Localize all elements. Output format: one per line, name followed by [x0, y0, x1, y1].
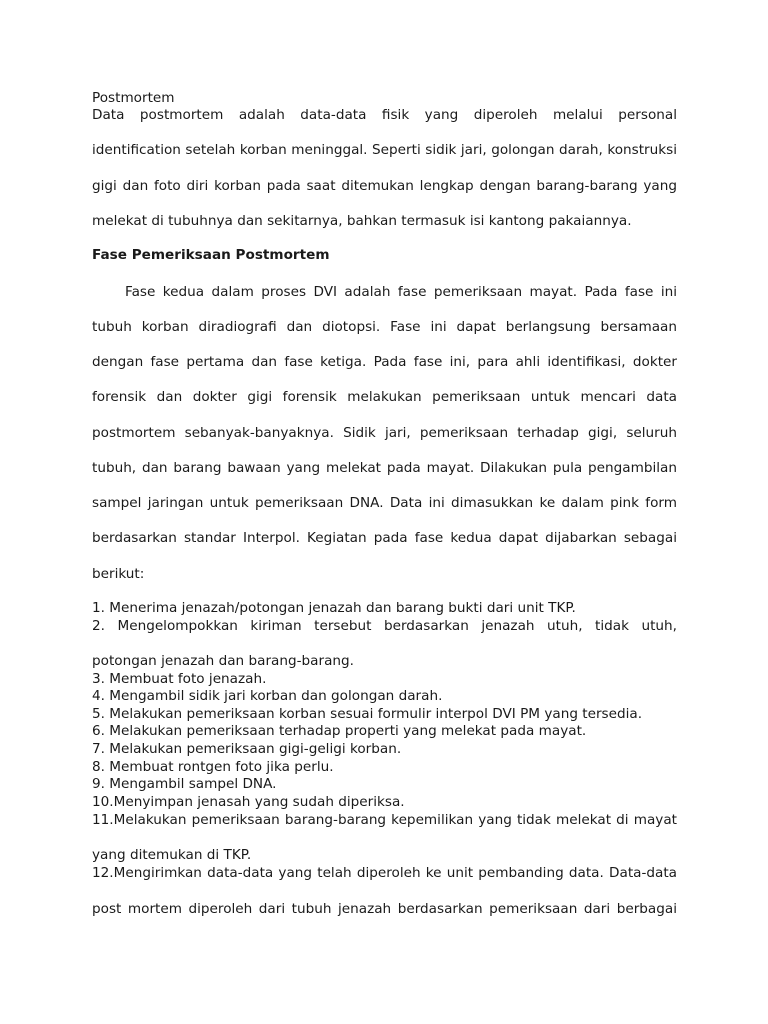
- paragraph-line: Fase kedua dalam proses DVI adalah fase pemeriksaan mayat. Pada fase ini: [125, 284, 677, 300]
- list-item: 6. Melakukan pemeriksaan terhadap properti yang melekat pada mayat.: [92, 723, 587, 739]
- list-item: 1. Menerima jenazah/potongan jenazah dan barang bukti dari unit TKP.: [92, 600, 576, 616]
- list-item: 11.Melakukan pemeriksaan barang-barang kepemilikan yang tidak melekat di mayat: [92, 812, 677, 828]
- intro-line: melekat di tubuhnya dan sekitarnya, bahkan termasuk isi kantong pakaiannya.: [92, 213, 632, 229]
- list-item-continuation: potongan jenazah dan barang-barang.: [92, 653, 354, 669]
- section-heading: Fase Pemeriksaan Postmortem: [92, 247, 330, 263]
- intro-line: Data postmortem adalah data-data fisik yang diperoleh melalui personal: [92, 107, 677, 123]
- list-item-continuation: yang ditemukan di TKP.: [92, 847, 252, 863]
- list-item: 5. Melakukan pemeriksaan korban sesuai formulir interpol DVI PM yang tersedia.: [92, 706, 643, 722]
- list-item: 2. Mengelompokkan kiriman tersebut berdasarkan jenazah utuh, tidak utuh,: [92, 618, 677, 634]
- list-item: 12.Mengirimkan data-data yang telah diperoleh ke unit pembanding data. Data-data: [92, 865, 677, 881]
- paragraph-line: sampel jaringan untuk pemeriksaan DNA. Data ini dimasukkan ke dalam pink form: [92, 495, 677, 511]
- list-item: 9. Mengambil sampel DNA.: [92, 776, 277, 792]
- list-item: 7. Melakukan pemeriksaan gigi-geligi korban.: [92, 741, 402, 757]
- paragraph-line: berikut:: [92, 566, 145, 582]
- paragraph-line: berdasarkan standar Interpol. Kegiatan pada fase kedua dapat dijabarkan sebagai: [92, 530, 677, 546]
- list-item: 4. Mengambil sidik jari korban dan golongan darah.: [92, 688, 443, 704]
- paragraph-line: postmortem sebanyak-banyaknya. Sidik jari, pemeriksaan terhadap gigi, seluruh: [92, 425, 677, 441]
- paragraph-line: tubuh, dan barang bawaan yang melekat pada mayat. Dilakukan pula pengambilan: [92, 460, 677, 476]
- paragraph-line: tubuh korban diradiografi dan diotopsi. Fase ini dapat berlangsung bersamaan: [92, 319, 677, 335]
- intro-line: gigi dan foto diri korban pada saat ditemukan lengkap dengan barang-barang yang: [92, 178, 677, 194]
- list-item-continuation: post mortem diperoleh dari tubuh jenazah berdasarkan pemeriksaan dari berbagai: [92, 901, 677, 917]
- list-item: 8. Membuat rontgen foto jika perlu.: [92, 759, 334, 775]
- intro-line: identification setelah korban meninggal. Seperti sidik jari, golongan darah, konstruksi: [92, 142, 677, 158]
- paragraph-line: dengan fase pertama dan fase ketiga. Pada fase ini, para ahli identifikasi, dokter: [92, 354, 677, 370]
- document-title: Postmortem: [92, 90, 175, 106]
- list-item: 10.Menyimpan jenasah yang sudah diperiksa.: [92, 794, 405, 810]
- paragraph-line: forensik dan dokter gigi forensik melakukan pemeriksaan untuk mencari data: [92, 389, 677, 405]
- list-item: 3. Membuat foto jenazah.: [92, 671, 267, 687]
